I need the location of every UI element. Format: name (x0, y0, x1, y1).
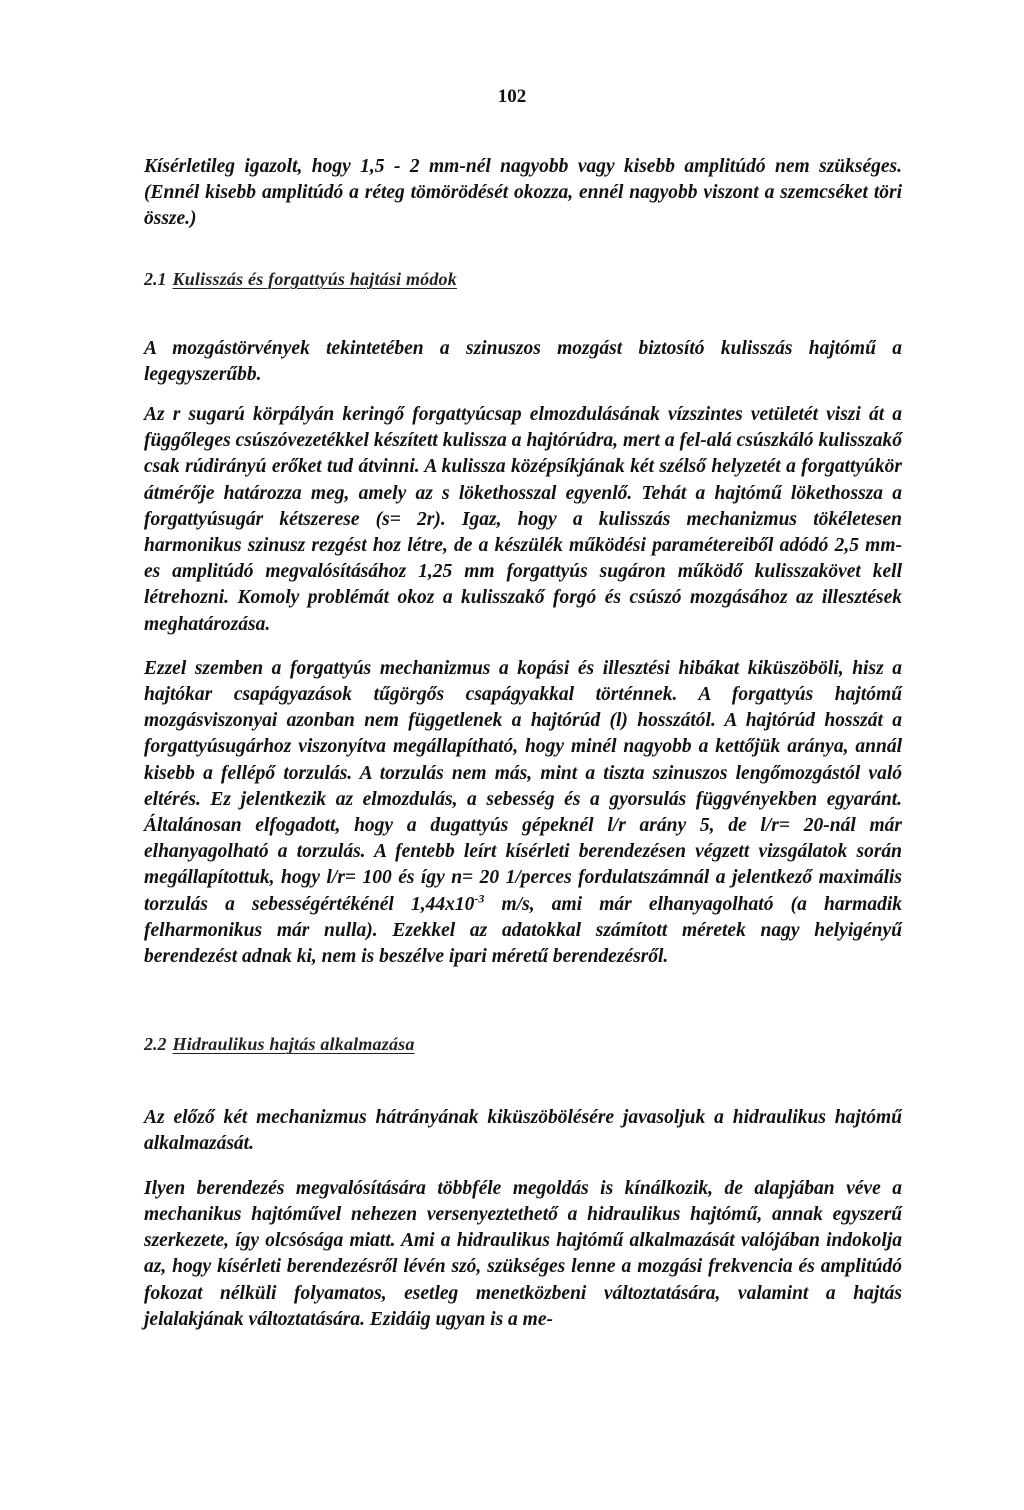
paragraph-hydraulic-details: Ilyen berendezés megvalósítására többféle megoldás is kínálkozik, de alapjában véve a mechanikus hajtóművel nehezen versenyeztethető a hidraulikus hajtómű, annak egyszerű szerkezete, így olcsósága miatt. Ami a hidraulikus hajtómű alkalmazását valójában indokolja az, hogy kísérleti berendezésről lévén szó, szükséges lenne a mozgási frekvencia és amplitúdó fokozat nélküli folyamatos, esetleg menetközbeni változtatására, valamint a hajtás jelalakjának változtatására. Ezidáig ugyan is a me- (144, 1177, 902, 1330)
section-number: 2.2 (144, 1034, 167, 1055)
paragraph-hydraulic-intro: Az előző két mechanizmus hátrányának kiküszöbölésére javasoljuk a hidraulikus hajtómű alkalmazását. (144, 1107, 902, 1155)
section-title: Hidraulikus hajtás alkalmazása (172, 1034, 415, 1055)
page-content (144, 154, 902, 1333)
page-number: 102 (497, 86, 527, 107)
paragraph-crank-mechanism (144, 656, 902, 970)
paragraph-kinematics: A mozgástörvények tekintetében a szinuszos mozgást biztosító kulisszás hajtómű a legegyszerűbb. (144, 337, 902, 385)
distortion-value: 1,44x10 (411, 893, 475, 915)
paragraph-crank-mechanism-rest: m/s, ami már elhanyagolható (a harmadik felharmonikus már nulla). Ezekkel az adatokkal számított méretek nagy helyigényű berendezést adnak ki, nem is beszélve ipari méretű berendezésről. (144, 893, 902, 968)
paragraph-amplitude: Kísérletileg igazolt, hogy 1,5 - 2 mm-nél nagyobb vagy kisebb amplitúdó nem szükséges. (Ennél kisebb amplitúdó a réteg tömörödését okozza, ennél nagyobb viszont a szemcséket töri össze.) (144, 156, 902, 230)
section-number: 2.1 (144, 268, 167, 289)
paragraph-crank-slider: Az r sugarú körpályán keringő forgattyúcsap elmozdulásának vízszintes vetületét viszi át a függőleges csúszóvezetékkel készített kulissza a hajtórúdra, mert a fel-alá csúszkáló kulisszakő csak rúdirányú erőket tud átvinni. A kulissza középsíkjának két szélső helyzetét a forgattyúkör átmérője határozza meg, amely az s lökethosszal egyenlő. Tehát a hajtómű lökethossza a forgattyúsugár kétszerese (s= 2r). Igaz, hogy a kulisszás mechanizmus tökéletesen harmonikus szinusz rezgést hoz létre, de a készülék működési paramétereiből adódó 2,5 mm-es amplitúdó megvalósításához 1,25 mm forgattyús sugáron működő kulisszakövet kell létrehozni. Komoly problémát okoz a kulisszakő forgó és csúszó mozgásához az illesztések meghatározása. (144, 404, 902, 635)
section-heading-2-1 (144, 269, 902, 290)
distortion-exponent: -3 (474, 891, 485, 906)
section-heading-2-2 (144, 1034, 902, 1055)
paragraph-crank-mechanism-text: Ezzel szemben a forgattyús mechanizmus a kopási és illesztési hibákat kiküszöböli, hisz a hajtókar csapágyazások tűgörgős csapágyakkal történnek. A forgattyús hajtómű mozgásviszonyai azonban nem függetlenek a hajtórúd (l) hosszától. A hajtórúd hosszát a forgattyúsugárhoz viszonyítva megállapítható, hogy minél nagyobb a kettőjük aránya, annál kisebb a fellépő torzulás. A torzulás nem más, mint a tiszta szinuszos lengőmozgástól való eltérés. Ez jelentkezik az elmozdulás, a sebesség és a gyorsulás függvényekben egyaránt. Általánosan elfogadott, hogy a dugattyús gépeknél l/r arány 5, de l/r= 20-nál már elhanyagolható a torzulás. A fentebb leírt kísérleti berendezésen végzett vizsgálatok során megállapítottuk, hogy l/r= 100 és így n= 20 1/perces fordulatszámnál a jelentkező maximális torzulás a sebességértékénél (144, 657, 902, 915)
section-title: Kulisszás és forgattyús hajtási módok (172, 268, 457, 289)
